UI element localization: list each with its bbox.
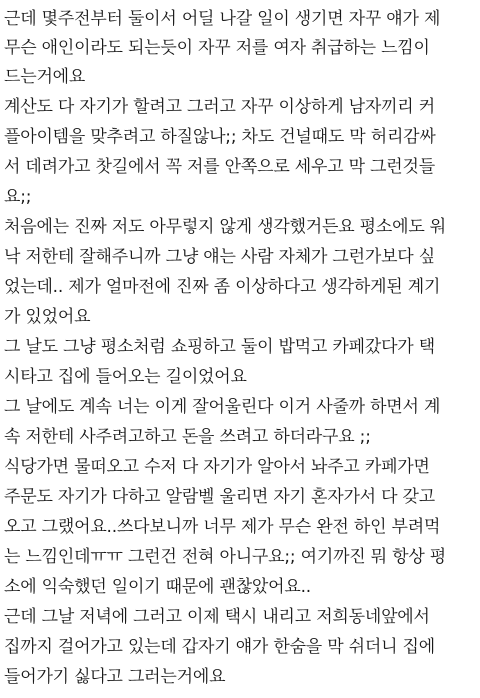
text-line: 낙 저한테 잘해주니까 그냥 얘는 사람 자체가 그런가보다 싶 xyxy=(4,247,435,267)
text-line: 플아이템을 맞추려고 하질않나;; 차도 건널때도 막 허리감싸 xyxy=(4,127,436,147)
text-line: 주문도 자기가 다하고 알람벨 울리면 자기 혼자가서 다 갖고 xyxy=(4,487,435,507)
text-line: 시타고 집에 들어오는 길이었어요 xyxy=(4,367,247,387)
text-line: 었는데.. 제가 얼마전에 진짜 좀 이상하다고 생각하게된 계기 xyxy=(4,277,441,297)
text-line: 식당가면 물떠오고 수저 다 자기가 알아서 놔주고 카페가면 xyxy=(4,457,430,477)
text-line: 근데 몇주전부터 둘이서 어딜 나갈 일이 생기면 자꾸 얘가 제 xyxy=(4,9,441,29)
text-line: 그 날도 그냥 평소처럼 쇼핑하고 둘이 밥먹고 카페갔다가 택 xyxy=(4,337,435,357)
text-line: 처음에는 진짜 저도 아무렇지 않게 생각했거든요 평소에도 워 xyxy=(4,217,446,237)
text-line: 드는거에요 xyxy=(4,67,86,87)
text-line: 계산도 다 자기가 할려고 그러고 자꾸 이상하게 남자끼리 커 xyxy=(4,97,435,117)
text-line: 소에 익숙했던 일이기 때문에 괜찮았어요.. xyxy=(4,577,311,597)
text-line: 는 느낌인데ㅠㅠ 그런건 전혀 아니구요;; 여기까진 뭐 항상 평 xyxy=(4,547,447,567)
text-line: 오고 그랬어요..쓰다보니까 너무 제가 무슨 완전 하인 부려먹 xyxy=(4,517,441,537)
text-line: 들어가기 싫다고 그러는거에요 xyxy=(4,667,226,687)
text-line: 집까지 걸어가고 있는데 갑자기 얘가 한숨을 막 쉬더니 집에 xyxy=(4,637,435,657)
text-line: 근데 그날 저녁에 그러고 이제 택시 내리고 저희동네앞에서 xyxy=(4,607,430,627)
text-line: 무슨 애인이라도 되는듯이 자꾸 저를 여자 취급하는 느낌이 xyxy=(4,38,430,58)
text-line: 속 저한테 사주려고하고 돈을 쓰려고 하더라구요 ;; xyxy=(4,427,371,447)
text-line: 서 데려가고 찻길에서 꼭 저를 안쪽으로 세우고 막 그런것들 xyxy=(4,157,435,177)
text-line: 요;; xyxy=(4,187,32,207)
text-line: 그 날에도 계속 너는 이게 잘어울린다 이거 사줄까 하면서 계 xyxy=(4,397,441,417)
text-line: 가 있었어요 xyxy=(4,307,91,327)
